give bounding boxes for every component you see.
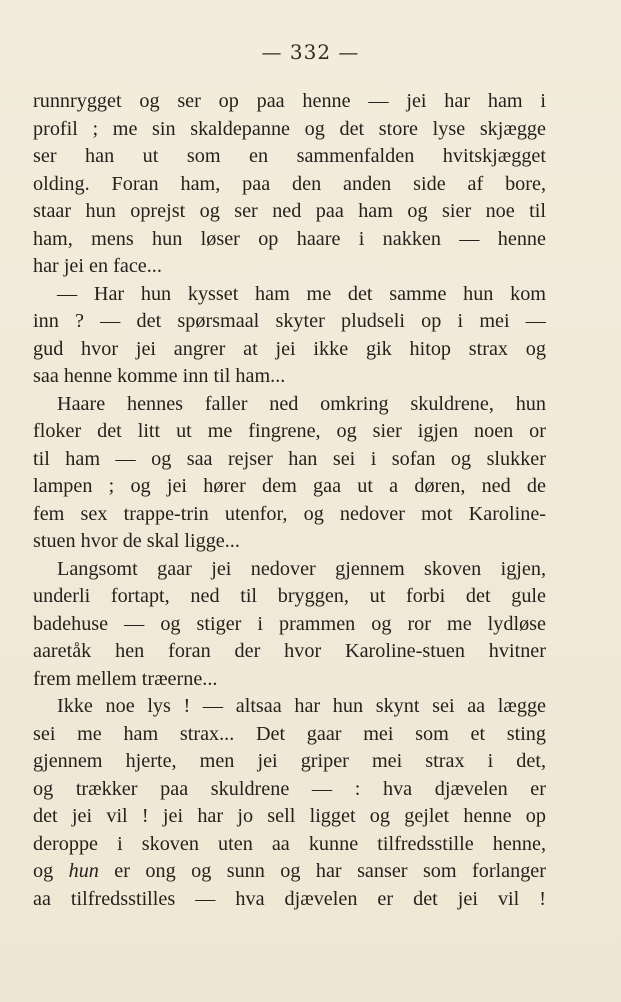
text-line: aa tilfredsstilles — hva djævelen er det jei vil ! [33,887,546,910]
text-line: runnrygget og ser op paa henne — jei har ham i [33,90,546,112]
text-line: floker det litt ut me fingrene, og sier igjen noen or [33,420,546,442]
text-line: og trækker paa skuldrene — : hva djævelen er [33,777,546,800]
text-line: gud hvor jei angrer at jei ikke gik hitop strax og [33,337,546,360]
text-line: frem mellem træerne... [33,667,218,690]
line-text-continued: er ong og sunn og har sanser som forlanger [98,860,546,882]
text-line: deroppe i skoven uten aa kunne tilfredsstille henne, [33,832,546,855]
text-line: stuen hvor de skal ligge... [33,530,240,552]
text-line: inn ? — det spørsmaal skyter pludseli op i mei — [33,310,546,332]
text-line: lampen ; og jei hører dem gaa ut a døren, ned de [33,475,546,497]
line-text: og [33,860,69,882]
text-line: olding. Foran ham, paa den anden side af bore, [33,172,546,195]
text-line: underli fortapt, ned til bryggen, ut forbi det gule [33,585,546,607]
text-line: Ikke noe lys ! — altsaa har hun skynt sei aa lægge [57,695,546,717]
body-text [33,88,546,913]
text-line [33,858,546,886]
emphasized-word: hun [68,860,99,882]
text-line: badehuse — og stiger i prammen og ror me lydløse [33,612,546,635]
text-line: sei me ham strax... Det gaar mei som et sting [33,722,546,745]
text-line: Langsomt gaar jei nedover gjennem skoven igjen, [57,557,546,580]
text-line: — Har hun kysset ham me det samme hun kom [57,282,546,305]
text-line: har jei en face... [33,255,162,277]
text-line: det jei vil ! jei har jo sell ligget og gejlet henne op [33,805,546,827]
text-line: ser han ut som en sammenfalden hvitskjægget [33,145,546,167]
page-number: — 332 — [261,40,360,64]
text-line: aaretåk hen foran der hvor Karoline-stuen hvitner [33,640,546,662]
text-line: staar hun oprejst og ser ned paa ham og sier noe til [33,200,546,222]
text-line: fem sex trappe-trin utenfor, og nedover mot Karoline- [33,502,546,525]
text-line: ham, mens hun løser op haare i nakken — henne [33,227,546,250]
text-line: profil ; me sin skaldepanne og det store lyse skjægge [33,117,546,140]
text-line: Haare hennes faller ned omkring skuldrene, hun [57,392,546,415]
text-line: gjennem hjerte, men jei griper mei strax i det, [33,750,546,772]
text-line: til ham — og saa rejser han sei i sofan og slukker [33,447,546,470]
text-line: saa henne komme inn til ham... [33,365,286,387]
